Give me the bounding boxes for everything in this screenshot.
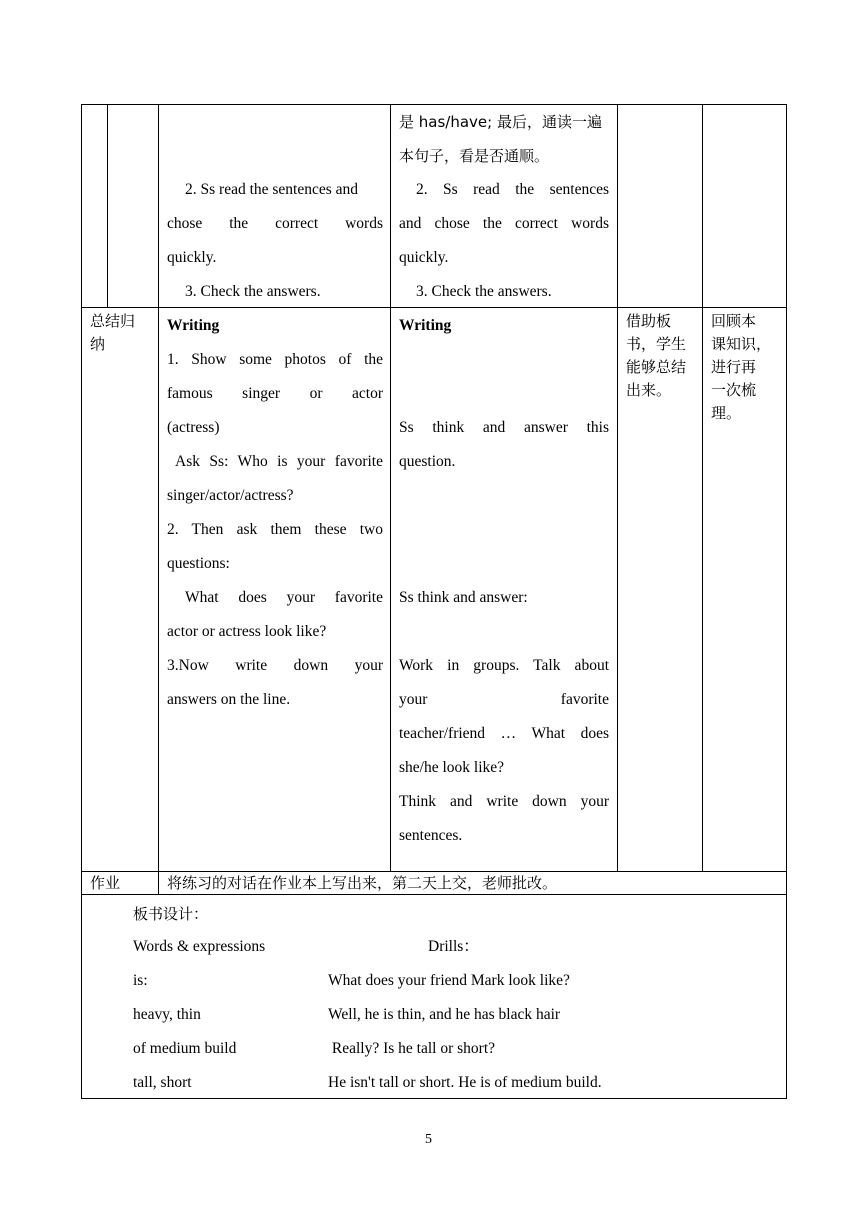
page-number: 5 xyxy=(425,1132,432,1147)
homework-content: 将练习的对话在作业本上写出来，第二天上交，老师批改。 xyxy=(167,874,558,892)
board-word: heavy, thin xyxy=(133,1006,201,1023)
student-step-3: 3. Check the answers. xyxy=(416,283,552,300)
student-note-line2: 本句子，看是否通顺。 xyxy=(399,147,550,165)
board-title: 板书设计： xyxy=(133,905,209,923)
board-drills-heading: Drills： xyxy=(428,938,479,955)
student-step-2-end: quickly. xyxy=(399,249,449,266)
board-drill: Really? Is he tall or short? xyxy=(328,1040,496,1057)
board-drill: Well, he is thin, and he has black hair xyxy=(328,1006,561,1023)
board-drill: He isn't tall or short. He is of medium build. xyxy=(328,1074,602,1091)
student-step-2-cont: and chose the correct words xyxy=(399,215,609,232)
student-note-line1: 是 has/have; 最后，通读一遍 xyxy=(399,113,602,131)
teacher-step-2-end: quickly. xyxy=(167,249,217,266)
board-word: tall, short xyxy=(133,1074,192,1091)
board-word: is: xyxy=(133,972,148,989)
board-word: of medium build xyxy=(133,1040,237,1057)
student-writing-heading: Writing xyxy=(399,317,452,334)
homework-label: 作业 xyxy=(90,874,121,892)
teacher-writing-heading: Writing xyxy=(167,317,220,334)
board-words-heading: Words & expressions xyxy=(133,938,266,955)
teacher-step-3: 3. Check the answers. xyxy=(185,283,321,300)
board-drill: What does your friend Mark look like? xyxy=(328,972,570,989)
teacher-step-2-cont: chose the correct words xyxy=(167,215,383,232)
student-step-2: 2. Ss read the sentences xyxy=(416,181,609,198)
teacher-step-2: 2. Ss read the sentences and xyxy=(185,181,359,198)
